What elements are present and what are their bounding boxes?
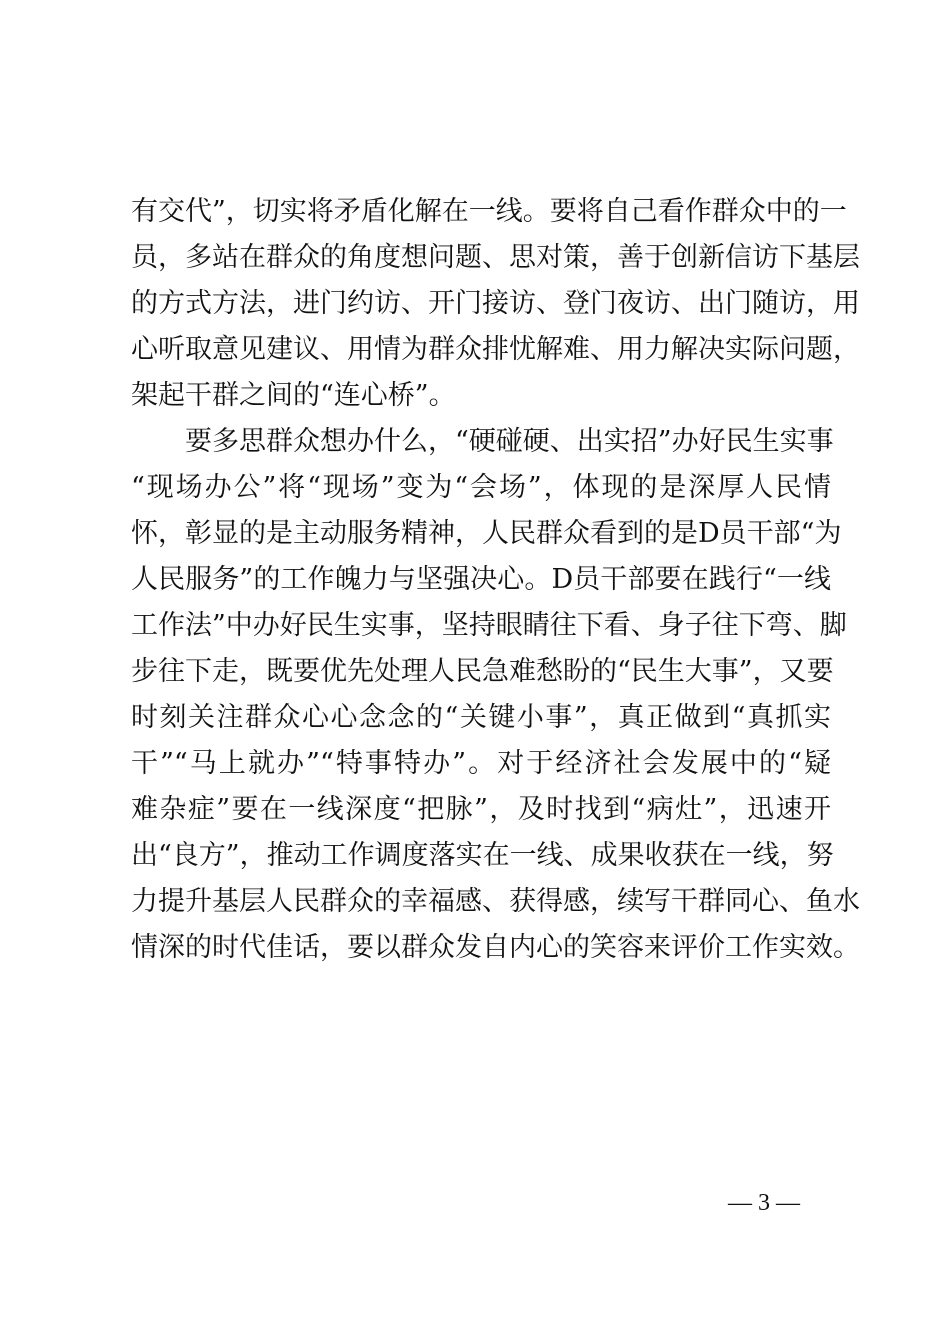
- text-line: 怀，彰显的是主动服务精神，人民群众看到的是D员干部“为: [131, 518, 842, 549]
- text-line: 人民服务”的工作魄力与坚强决心。D员干部要在践行“一线: [131, 564, 831, 595]
- text-line: 员，多站在群众的角度想问题、思对策，善于创新信访下基层: [131, 242, 860, 273]
- text-line: 架起干群之间的“连心桥”。: [131, 380, 456, 411]
- text-line: 的方式方法，进门约访、开门接访、登门夜访、出门随访，用: [131, 288, 860, 319]
- text-line: 有交代”，切实将矛盾化解在一线。要将自己看作群众中的一: [131, 196, 847, 227]
- text-line: 力提升基层人民群众的幸福感、获得感，续写干群同心、鱼水: [131, 886, 860, 917]
- text-line: “现场办公”将“现场”变为“会场”，体现的是深厚人民情: [131, 472, 831, 503]
- text-line: 要多思群众想办什么，“硬碰硬、出实招”办好民生实事: [131, 426, 834, 457]
- text-line: 出“良方”，推动工作调度落实在一线、成果收获在一线，努: [131, 840, 834, 871]
- page-number: — 3 —: [728, 1190, 800, 1216]
- text-line: 步往下走，既要优先处理人民急难愁盼的“民生大事”，又要: [131, 656, 834, 687]
- text-line: 难杂症”要在一线深度“把脉”，及时找到“病灶”，迅速开: [131, 794, 831, 825]
- text-line: 心听取意见建议、用情为群众排忧解难、用力解决实际问题，: [131, 334, 860, 365]
- text-line: 情深的时代佳话，要以群众发自内心的笑容来评价工作实效。: [131, 932, 860, 963]
- text-line: 时刻关注群众心心念念的“关键小事”，真正做到“真抓实: [131, 702, 831, 733]
- text-line: 干”“马上就办”“特事特办”。对于经济社会发展中的“疑: [131, 748, 831, 779]
- text-line: 工作法”中办好民生实事，坚持眼睛往下看、身子往下弯、脚: [131, 610, 847, 641]
